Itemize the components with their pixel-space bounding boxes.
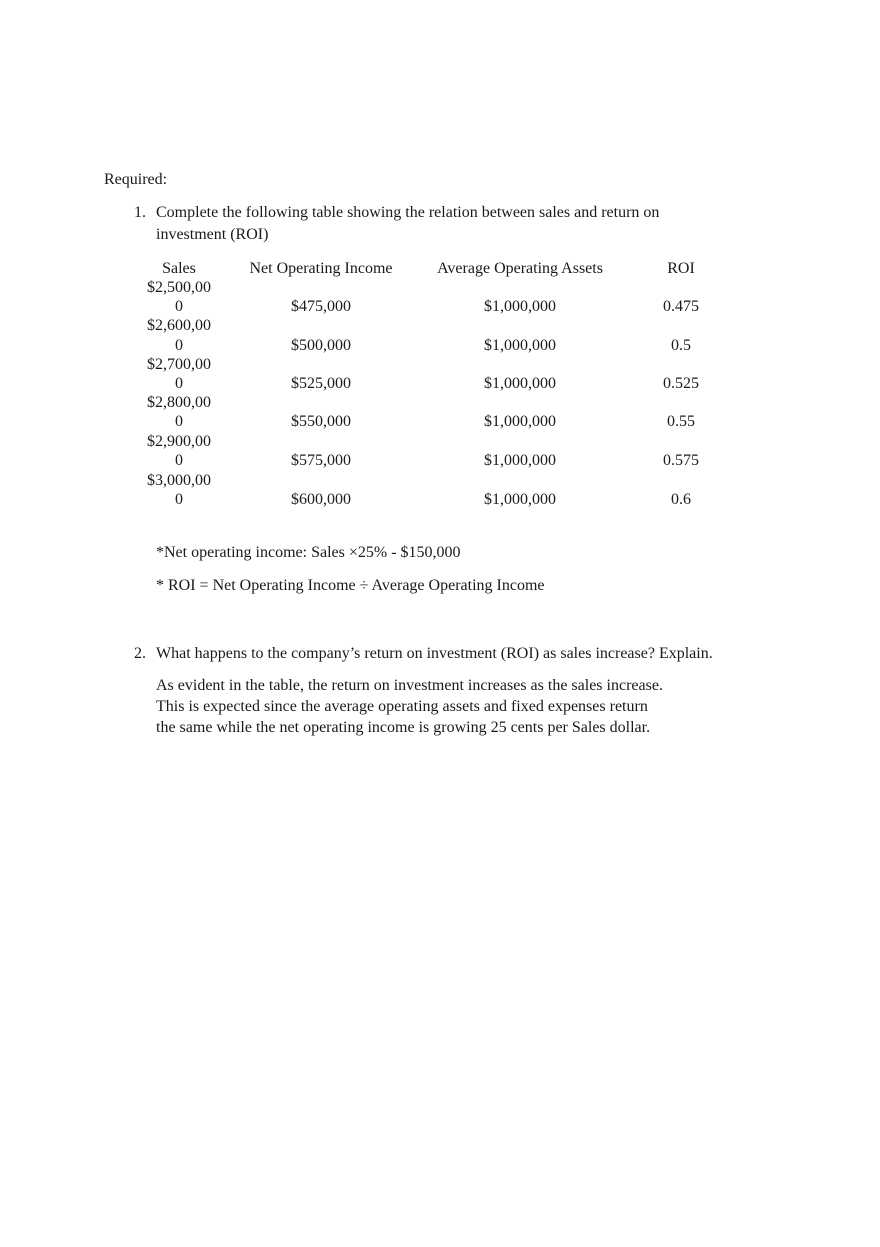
roi-cell: 0.475	[663, 298, 699, 315]
roi-cell: 0.5	[671, 337, 691, 354]
sales-cell-line-1: $3,000,00	[147, 472, 211, 489]
sales-cell-line-2: 0	[175, 491, 183, 508]
header-net-operating-income: Net Operating Income	[249, 260, 393, 277]
answer-line-3: the same while the net operating income is growing 25 cents per Sales dollar.	[156, 719, 651, 736]
roi-cell: 0.525	[663, 375, 699, 392]
question-2-number: 2.	[134, 645, 146, 662]
roi-cell: 0.55	[667, 413, 695, 430]
noi-cell: $475,000	[291, 298, 351, 315]
header-roi: ROI	[667, 260, 695, 277]
noi-cell: $525,000	[291, 375, 351, 392]
noi-cell: $600,000	[291, 491, 351, 508]
noi-cell: $550,000	[291, 413, 351, 430]
sales-cell-line-1: $2,700,00	[147, 356, 211, 373]
aoa-cell: $1,000,000	[484, 413, 556, 430]
sales-cell-line-2: 0	[175, 298, 183, 315]
question-2-text: What happens to the company’s return on investment (ROI) as sales increase? Explain.	[156, 645, 713, 662]
roi-cell: 0.6	[671, 491, 691, 508]
header-sales: Sales	[162, 260, 196, 277]
sales-cell-line-1: $2,600,00	[147, 317, 211, 334]
header-average-operating-assets: Average Operating Assets	[437, 260, 603, 277]
sales-cell-line-2: 0	[175, 337, 183, 354]
roi-formula-note: * ROI = Net Operating Income ÷ Average Operating Income	[156, 577, 545, 594]
sales-cell-line-1: $2,900,00	[147, 433, 211, 450]
aoa-cell: $1,000,000	[484, 298, 556, 315]
sales-cell-line-1: $2,500,00	[147, 279, 211, 296]
roi-cell: 0.575	[663, 452, 699, 469]
question-1-text-line-2: investment (ROI)	[156, 226, 269, 243]
aoa-cell: $1,000,000	[484, 375, 556, 392]
noi-cell: $500,000	[291, 337, 351, 354]
noi-cell: $575,000	[291, 452, 351, 469]
net-operating-income-note: *Net operating income: Sales ×25% - $150,000	[156, 544, 461, 561]
aoa-cell: $1,000,000	[484, 491, 556, 508]
sales-cell-line-2: 0	[175, 413, 183, 430]
question-1-number: 1.	[134, 204, 146, 221]
required-heading: Required:	[104, 171, 168, 188]
question-1-text-line-1: Complete the following table showing the relation between sales and return on	[156, 204, 660, 221]
answer-line-2: This is expected since the average operating assets and fixed expenses return	[156, 698, 648, 715]
aoa-cell: $1,000,000	[484, 452, 556, 469]
sales-cell-line-2: 0	[175, 375, 183, 392]
sales-cell-line-2: 0	[175, 452, 183, 469]
sales-cell-line-1: $2,800,00	[147, 394, 211, 411]
aoa-cell: $1,000,000	[484, 337, 556, 354]
answer-line-1: As evident in the table, the return on investment increases as the sales increase.	[156, 677, 663, 694]
